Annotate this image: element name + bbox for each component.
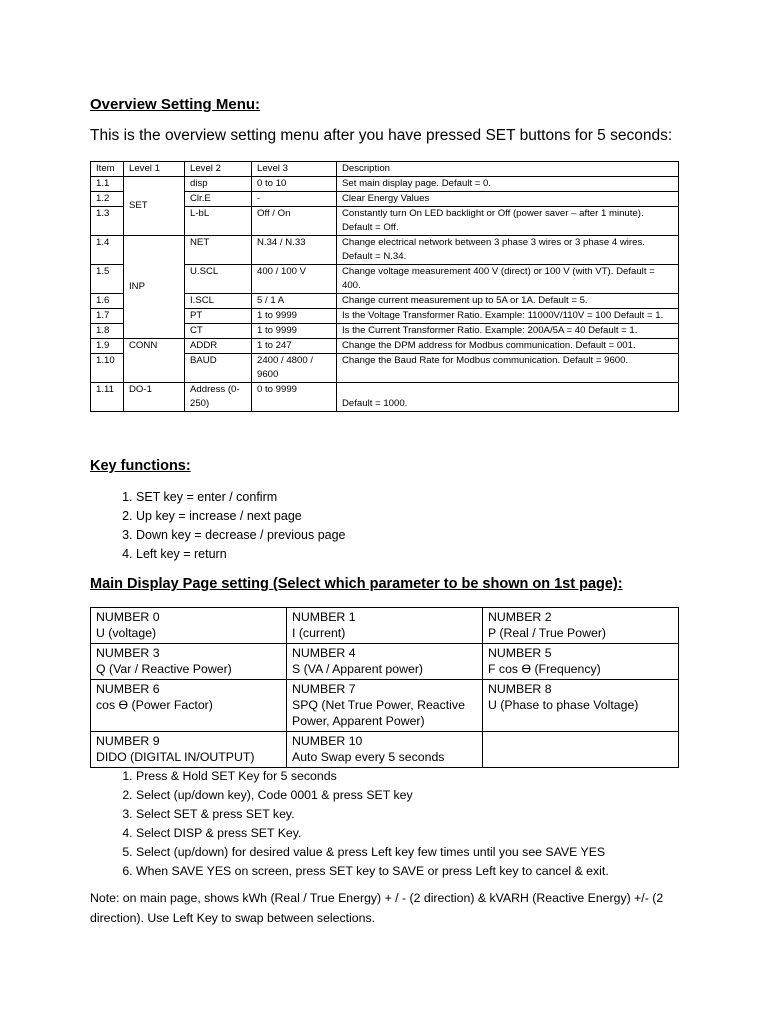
cell-item: 1.10	[91, 354, 124, 383]
table-row	[91, 644, 679, 680]
cell-level-3: 0 to 10	[252, 177, 337, 192]
list-item: 3. Select SET & press SET key.	[136, 805, 609, 824]
cell-description: Constantly turn On LED backlight or Off (power saver – after 1 minute). Default = Off.	[337, 207, 679, 236]
cell-item: 1.4	[91, 236, 124, 265]
page-number: NUMBER 2	[488, 610, 552, 624]
cell-description: Is the Voltage Transformer Ratio. Example: 11000V/110V = 100 Default = 1.	[337, 309, 679, 324]
display-page-cell	[483, 644, 679, 680]
cell-description: Default = 1000.	[337, 383, 679, 412]
page-number: NUMBER 6	[96, 682, 160, 696]
display-page-cell	[91, 680, 287, 732]
page-number: NUMBER 8	[488, 682, 552, 696]
list-item: 4. Left key = return	[136, 545, 346, 564]
page-parameter: U (Phase to phase Voltage)	[488, 698, 639, 712]
display-page-cell	[91, 608, 287, 644]
cell-level-3: 0 to 9999	[252, 383, 337, 412]
key-functions-heading: Key functions:	[90, 458, 191, 474]
header-level-1: Level 1	[124, 162, 185, 177]
cell-item: 1.7	[91, 309, 124, 324]
list-item: 1. Press & Hold SET Key for 5 seconds	[136, 767, 609, 786]
cell-level-2: CT	[185, 324, 252, 339]
display-page-cell	[287, 608, 483, 644]
cell-level-3: -	[252, 192, 337, 207]
page-parameter: SPQ (Net True Power, Reactive Power, Apparent Power)	[292, 698, 465, 728]
cell-item: 1.1	[91, 177, 124, 192]
cell-description: Is the Current Transformer Ratio. Example: 200A/5A = 40 Default = 1.	[337, 324, 679, 339]
cell-item: 1.11	[91, 383, 124, 412]
page-number: NUMBER 1	[292, 610, 356, 624]
list-item: 2. Up key = increase / next page	[136, 507, 346, 526]
header-level-3: Level 3	[252, 162, 337, 177]
cell-description: Change voltage measurement 400 V (direct) or 100 V (with VT). Default = 400.	[337, 265, 679, 294]
cell-level-2: ADDR	[185, 339, 252, 354]
page-parameter: DIDO (DIGITAL IN/OUTPUT)	[96, 750, 255, 764]
setting-steps-list	[112, 767, 609, 881]
cell-level-3: 2400 / 4800 / 9600	[252, 354, 337, 383]
cell-item: 1.5	[91, 265, 124, 294]
cell-group-inp: INP	[124, 236, 185, 339]
table-row	[91, 383, 679, 412]
cell-level-2: PT	[185, 309, 252, 324]
display-page-cell	[91, 732, 287, 768]
table-header-row	[91, 162, 679, 177]
main-display-heading: Main Display Page setting (Select which parameter to be shown on 1st page):	[90, 576, 623, 592]
cell-item: 1.2	[91, 192, 124, 207]
cell-level-2: NET	[185, 236, 252, 265]
page-parameter: Q (Var / Reactive Power)	[96, 662, 232, 676]
list-item: 5. Select (up/down) for desired value & press Left key few times until you see SAVE YES	[136, 843, 609, 862]
cell-item: 1.9	[91, 339, 124, 354]
cell-item: 1.6	[91, 294, 124, 309]
cell-description: Set main display page. Default = 0.	[337, 177, 679, 192]
note-text: Note: on main page, shows kWh (Real / True Energy) + / - (2 direction) & kVARH (Reactive Energy) +/- (2 direction). Use Left Key to swap between selections.	[90, 891, 664, 925]
header-description: Description	[337, 162, 679, 177]
cell-level-3: Off / On	[252, 207, 337, 236]
setting-menu-table	[90, 161, 679, 412]
page-parameter: P (Real / True Power)	[488, 626, 607, 640]
display-page-cell	[287, 732, 483, 768]
list-item: 3. Down key = decrease / previous page	[136, 526, 346, 545]
cell-item: 1.3	[91, 207, 124, 236]
cell-level-3: 5 / 1 A	[252, 294, 337, 309]
display-page-cell	[287, 644, 483, 680]
table-row	[91, 608, 679, 644]
cell-group-conn: CONN	[124, 339, 185, 383]
list-item: 6. When SAVE YES on screen, press SET key to SAVE or press Left key to cancel & exit.	[136, 862, 609, 881]
list-item: 4. Select DISP & press SET Key.	[136, 824, 609, 843]
cell-level-3: N.34 / N.33	[252, 236, 337, 265]
table-row	[91, 177, 679, 192]
cell-level-3: 1 to 247	[252, 339, 337, 354]
page-parameter: F cos ϴ (Frequency)	[488, 662, 601, 676]
page-parameter: S (VA / Apparent power)	[292, 662, 424, 676]
table-row	[91, 236, 679, 265]
cell-level-3: 1 to 9999	[252, 309, 337, 324]
cell-description: Change the DPM address for Modbus communication. Default = 001.	[337, 339, 679, 354]
display-page-cell	[91, 644, 287, 680]
cell-level-2: U.SCL	[185, 265, 252, 294]
cell-level-2: Clr.E	[185, 192, 252, 207]
cell-level-2: disp	[185, 177, 252, 192]
cell-level-2: I.SCL	[185, 294, 252, 309]
cell-level-2: L-bL	[185, 207, 252, 236]
cell-group-do1: DO-1	[124, 383, 185, 412]
page-parameter: U (voltage)	[96, 626, 157, 640]
page-title: Overview Setting Menu:	[90, 96, 261, 113]
table-row	[91, 732, 679, 768]
cell-item: 1.8	[91, 324, 124, 339]
page-number: NUMBER 5	[488, 646, 552, 660]
page-number: NUMBER 4	[292, 646, 356, 660]
page-parameter: Auto Swap every 5 seconds	[292, 750, 445, 764]
cell-level-3: 1 to 9999	[252, 324, 337, 339]
page-parameter: I (current)	[292, 626, 346, 640]
display-page-table	[90, 607, 679, 768]
cell-description: Change current measurement up to 5A or 1A. Default = 5.	[337, 294, 679, 309]
page-number: NUMBER 3	[96, 646, 160, 660]
header-item: Item	[91, 162, 124, 177]
cell-level-2: Address (0-250)	[185, 383, 252, 412]
list-item: 2. Select (up/down key), Code 0001 & press SET key	[136, 786, 609, 805]
page-number: NUMBER 0	[96, 610, 160, 624]
page-number: NUMBER 9	[96, 734, 160, 748]
display-page-cell	[483, 608, 679, 644]
display-page-cell	[287, 680, 483, 732]
page-number: NUMBER 7	[292, 682, 356, 696]
cell-group-set: SET	[124, 177, 185, 236]
cell-description: Change the Baud Rate for Modbus communication. Default = 9600.	[337, 354, 679, 383]
table-row	[91, 339, 679, 354]
cell-level-3: 400 / 100 V	[252, 265, 337, 294]
display-page-cell-empty	[483, 732, 679, 768]
cell-description: Change electrical network between 3 phase 3 wires or 3 phase 4 wires. Default = N.34.	[337, 236, 679, 265]
display-page-cell	[483, 680, 679, 732]
cell-description: Clear Energy Values	[337, 192, 679, 207]
page-parameter: cos ϴ (Power Factor)	[96, 698, 213, 712]
list-item: 1. SET key = enter / confirm	[136, 488, 346, 507]
header-level-2: Level 2	[185, 162, 252, 177]
page-number: NUMBER 10	[292, 734, 363, 748]
key-functions-list	[112, 488, 346, 564]
table-row	[91, 680, 679, 732]
intro-text: This is the overview setting menu after you have pressed SET buttons for 5 seconds:	[90, 127, 673, 144]
cell-level-2: BAUD	[185, 354, 252, 383]
